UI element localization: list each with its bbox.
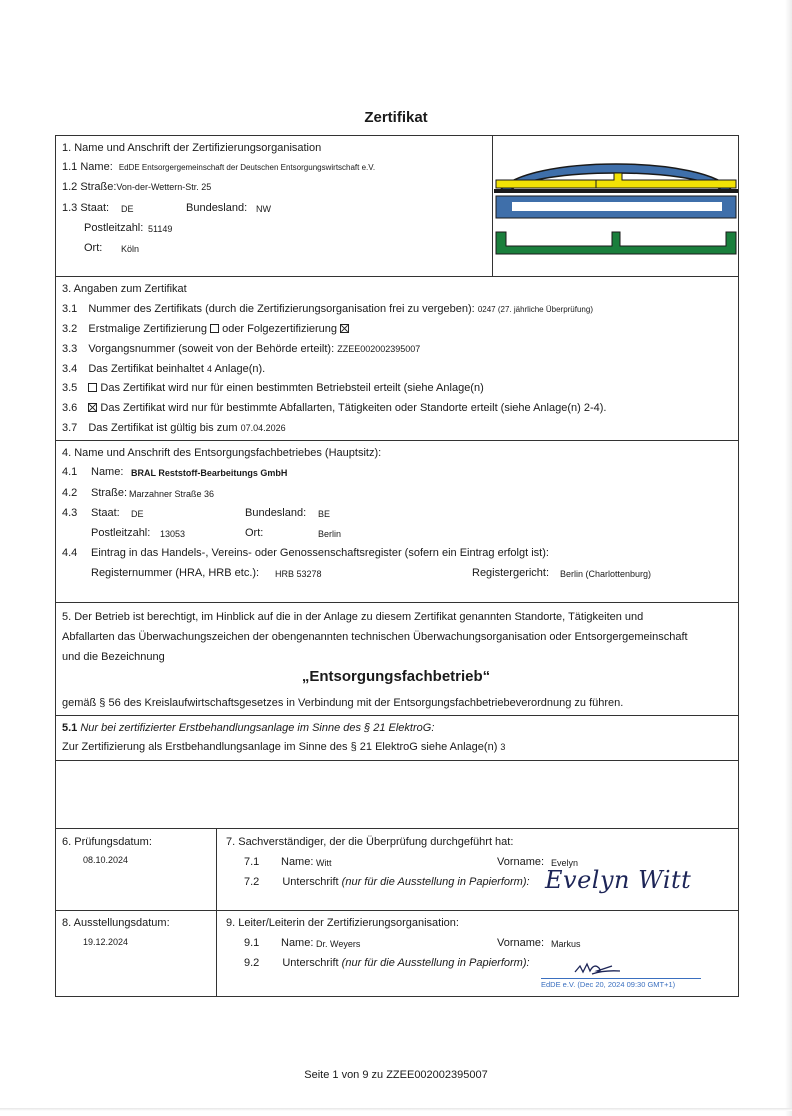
company-plz-label: Postleitzahl:: [91, 527, 151, 539]
director-sig-label: Unterschrift: [282, 957, 339, 969]
director-name-value: Dr. Weyers: [316, 939, 361, 949]
org-land-label: Bundesland:: [186, 202, 248, 214]
section3-heading: 3. Angaben zum Zertifikat: [62, 283, 187, 295]
company-street-value: Marzahner Straße 36: [129, 489, 215, 499]
item-text-a: Das Zertifikat beinhaltet: [88, 363, 204, 375]
item-num: 3.4: [62, 363, 78, 375]
company-plz-value: 13053: [160, 529, 186, 539]
attachments-count-value: 4: [206, 364, 212, 374]
org-plz-label: Postleitzahl:: [84, 222, 144, 234]
item-text: Das Zertifikat ist gültig bis zum: [88, 422, 238, 434]
section51-attachment-value: 3: [500, 742, 506, 752]
page-title: Zertifikat: [364, 109, 428, 126]
section5-line-3: und die Bezeichnung: [62, 651, 165, 663]
register-number-value: HRB 53278: [275, 569, 322, 579]
item-3-6: [62, 402, 606, 414]
item-text-first: Erstmalige Zertifizierung: [88, 323, 207, 335]
issue-date-value: 19.12.2024: [83, 937, 129, 947]
section51-heading: [62, 722, 434, 734]
esign-underline: [541, 978, 701, 979]
director-signature-row: [244, 957, 530, 969]
register-court-label: Registergericht:: [472, 567, 550, 579]
logo-green-band: [496, 232, 736, 254]
section51-italic-text: Nur bei zertifizierter Erstbehandlungsanlage im Sinne des § 21 ElektroG:: [80, 722, 435, 734]
item-text-b: Anlage(n).: [214, 363, 266, 375]
expert-name-value: Witt: [316, 858, 332, 868]
register-court-value: Berlin (Charlottenburg): [560, 569, 652, 579]
bottom-column-divider: [216, 828, 217, 997]
expert-name-num: 7.1: [244, 856, 260, 868]
expert-sig-label: Unterschrift: [282, 876, 339, 888]
item-num: 3.3: [62, 343, 78, 355]
item-3-3: [62, 343, 420, 355]
page-edge-shadow: [785, 0, 792, 1116]
org-plz-value: 51149: [148, 224, 173, 234]
register-text: Eintrag in das Handels-, Vereins- oder Genossenschaftsregister (sofern ein Eintrag erfolgt ist):: [91, 547, 549, 559]
company-state-value: DE: [131, 509, 144, 519]
company-name-value: BRAL Reststoff-Bearbeitungs GmbH: [131, 468, 288, 478]
certificate-number-value: 0247 (27. jährliche Überprüfung): [477, 305, 593, 314]
waste-types-checkbox[interactable]: [88, 403, 97, 412]
section51-text-row: [62, 741, 505, 753]
company-name-label: Name:: [91, 466, 124, 478]
section-divider: [55, 910, 739, 911]
section1-divider: [492, 135, 493, 276]
company-state-label: Staat:: [91, 507, 120, 519]
item-text: Das Zertifikat wird nur für einen bestimmten Betriebsteil erteilt (siehe Anlage(n): [100, 382, 484, 394]
org-name-label: 1.1 Name:: [62, 161, 113, 173]
section-divider: [55, 715, 739, 716]
follow-certification-checkbox[interactable]: [340, 324, 349, 333]
item-num: 3.5: [62, 382, 78, 394]
director-handwritten-signature: [572, 960, 624, 978]
expert-name-label: Name:: [281, 856, 314, 868]
company-street-label: Straße:: [91, 487, 128, 499]
page-bottom-shadow: [0, 1108, 792, 1111]
logo-blue-inner: [512, 202, 722, 211]
director-heading: 9. Leiter/Leiterin der Zertifizierungsorganisation:: [226, 917, 459, 929]
item-text: Nummer des Zertifikats (durch die Zertifizierungsorganisation frei zu vergeben):: [88, 303, 475, 315]
section4-heading: 4. Name und Anschrift des Entsorgungsfachbetriebes (Hauptsitz):: [62, 447, 382, 459]
director-vorname-value: Markus: [551, 939, 581, 949]
item-3-5: [62, 382, 484, 394]
item-3-1: [62, 303, 593, 315]
section5-line-4: gemäß § 56 des Kreislaufwirtschaftsgesetzes in Verbindung mit der Entsorgungsfachbetriebeverordnung zu führen.: [62, 697, 624, 709]
section5-line-2: Abfallarten das Überwachungszeichen der obengenannten technischen Überwachungsorganisation oder Entsorgergemeinschaft: [62, 631, 688, 643]
register-number-label: Registernummer (HRA, HRB etc.):: [91, 567, 260, 579]
section1-heading: 1. Name und Anschrift der Zertifizierungsorganisation: [62, 142, 322, 154]
section51-num: 5.1: [62, 722, 78, 734]
section-divider: [55, 602, 739, 603]
operation-part-checkbox[interactable]: [88, 383, 97, 392]
expert-heading: 7. Sachverständiger, der die Überprüfung durchgeführt hat:: [226, 836, 514, 848]
item-text-follow: oder Folgezertifizierung: [222, 323, 338, 335]
org-land-value: NW: [256, 204, 271, 214]
section-divider: [55, 760, 739, 761]
director-vorname-label: Vorname:: [497, 937, 545, 949]
org-state-value: DE: [121, 204, 134, 214]
item-num: 3.2: [62, 323, 78, 335]
org-city-value: Köln: [121, 244, 140, 254]
issue-date-label: 8. Ausstellungsdatum:: [62, 917, 170, 929]
first-certification-checkbox[interactable]: [210, 324, 219, 333]
company-street-num: 4.2: [62, 487, 78, 499]
company-land-label: Bundesland:: [245, 507, 307, 519]
page-footer: Seite 1 von 9 zu ZZEE002002395007: [304, 1069, 488, 1081]
item-text: Das Zertifikat wird nur für bestimmte Abfallarten, Tätigkeiten oder Standorte erteilt (siehe Anlage(n) 2-4).: [100, 402, 607, 414]
section51-text: Zur Zertifizierung als Erstbehandlungsanlage im Sinne des § 21 ElektroG siehe Anlage(n): [62, 741, 498, 753]
expert-sig-note: (nur für die Ausstellung in Papierform):: [341, 876, 530, 888]
expert-vorname-label: Vorname:: [497, 856, 545, 868]
exam-date-label: 6. Prüfungsdatum:: [62, 836, 152, 848]
expert-handwritten-signature: Evelyn Witt: [545, 866, 692, 894]
section-divider: [55, 276, 739, 277]
item-num: 3.1: [62, 303, 78, 315]
esign-caption: EdDE e.V. (Dec 20, 2024 09:30 GMT+1): [541, 980, 676, 989]
director-sig-num: 9.2: [244, 957, 260, 969]
register-num: 4.4: [62, 547, 78, 559]
item-3-7: [62, 422, 286, 434]
expert-vorname-value: Evelyn: [551, 858, 579, 868]
director-name-num: 9.1: [244, 937, 260, 949]
company-name-num: 4.1: [62, 466, 78, 478]
org-city-label: Ort:: [84, 242, 103, 254]
company-city-value: Berlin: [318, 529, 342, 539]
director-name-label: Name:: [281, 937, 314, 949]
item-num: 3.7: [62, 422, 78, 434]
org-street-row: [62, 181, 211, 193]
edde-logo: [494, 151, 738, 259]
valid-until-value: 07.04.2026: [240, 423, 286, 433]
case-number-value: ZZEE002002395007: [337, 344, 421, 354]
item-3-4: [62, 363, 265, 375]
org-street-label: 1.2 Straße:: [62, 181, 117, 193]
item-num: 3.6: [62, 402, 78, 414]
entsorgungsfachbetrieb-headline: „Entsorgungsfachbetrieb“: [301, 668, 491, 685]
company-city-label: Ort:: [245, 527, 264, 539]
item-3-2: [62, 323, 349, 335]
org-name-row: [62, 161, 375, 173]
org-name-value: EdDE Entsorgergemeinschaft der Deutschen Entsorgungswirtschaft e.V.: [118, 163, 376, 172]
section5-line-1: 5. Der Betrieb ist berechtigt, im Hinblick auf die in der Anlage zu diesem Zertifikat genannten Standorte, Tätigkeiten und: [62, 611, 644, 623]
section-divider: [55, 440, 739, 441]
section-divider: [55, 828, 739, 829]
exam-date-value: 08.10.2024: [83, 855, 129, 865]
director-sig-note: (nur für die Ausstellung in Papierform):: [341, 957, 530, 969]
company-state-num: 4.3: [62, 507, 78, 519]
org-state-label: 1.3 Staat:: [62, 202, 110, 214]
expert-signature-row: [244, 876, 530, 888]
item-text: Vorgangsnummer (soweit von der Behörde erteilt):: [88, 343, 335, 355]
company-land-value: BE: [318, 509, 331, 519]
org-street-value: Von-der-Wettern-Str. 25: [116, 182, 212, 192]
expert-sig-num: 7.2: [244, 876, 260, 888]
